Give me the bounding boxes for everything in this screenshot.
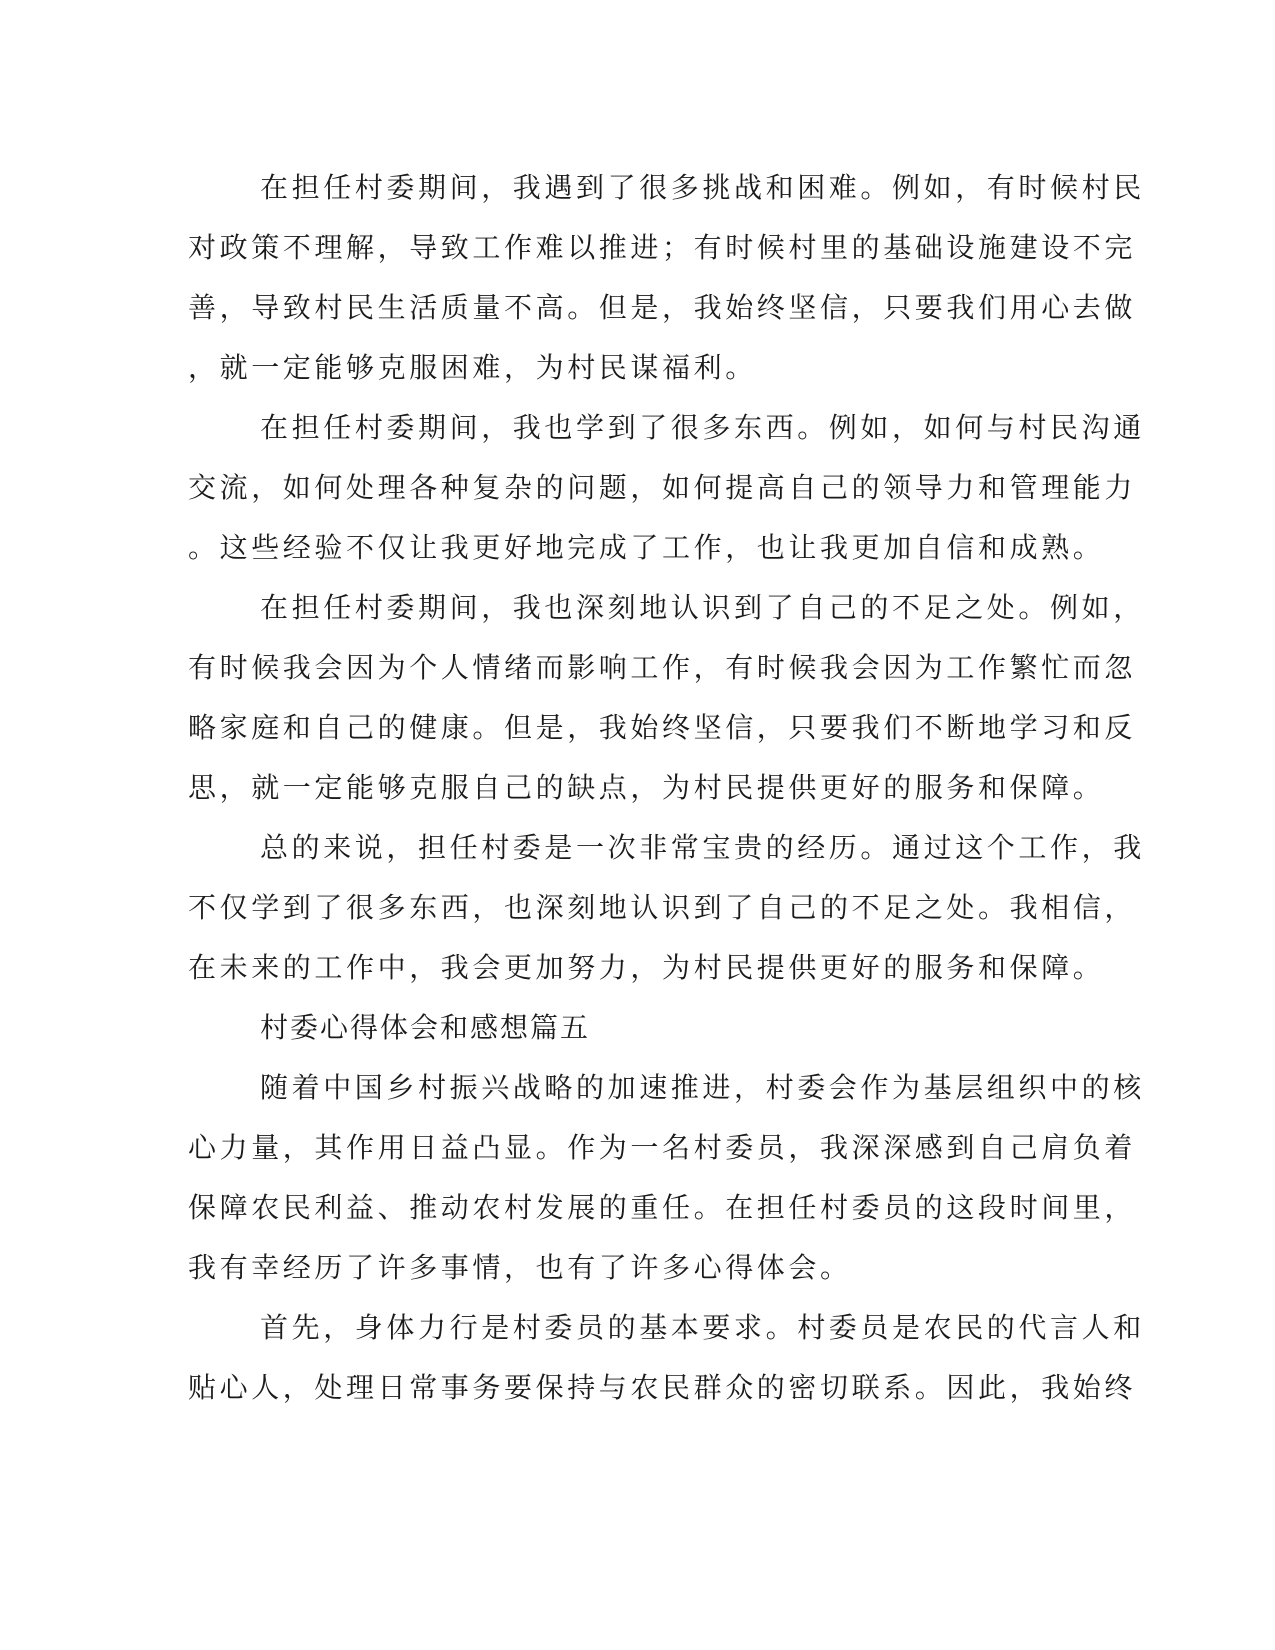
text-line: 首先，身体力行是村委员的基本要求。村委员是农民的代言人和 (260, 1311, 1145, 1344)
section-heading: 村委心得体会和感想篇五 (260, 1011, 591, 1044)
text-line: 贴心人，处理日常事务要保持与农民群众的密切联系。因此，我始终 (188, 1371, 1137, 1404)
text-line: ，就一定能够克服困难，为村民谋福利。 (188, 351, 757, 384)
text-line: 总的来说，担任村委是一次非常宝贵的经历。通过这个工作，我 (260, 831, 1145, 864)
text-line: 随着中国乡村振兴战略的加速推进，村委会作为基层组织中的核 (260, 1071, 1145, 1104)
text-line: 。这些经验不仅让我更好地完成了工作，也让我更加自信和成熟。 (188, 531, 1105, 564)
text-line: 在担任村委期间，我也深刻地认识到了自己的不足之处。例如， (260, 591, 1145, 624)
text-line: 交流，如何处理各种复杂的问题，如何提高自己的领导力和管理能力 (188, 471, 1137, 504)
document-body (188, 158, 1145, 1418)
text-line: 有时候我会因为个人情绪而影响工作，有时候我会因为工作繁忙而忽 (188, 651, 1137, 684)
text-line: 心力量，其作用日益凸显。作为一名村委员，我深深感到自己肩负着 (188, 1131, 1137, 1164)
text-line: 善，导致村民生活质量不高。但是，我始终坚信，只要我们用心去做 (188, 291, 1137, 324)
text-line: 在担任村委期间，我遇到了很多挑战和困难。例如，有时候村民 (260, 171, 1145, 204)
text-line: 不仅学到了很多东西，也深刻地认识到了自己的不足之处。我相信， (188, 891, 1137, 924)
text-line: 略家庭和自己的健康。但是，我始终坚信，只要我们不断地学习和反 (188, 711, 1137, 744)
text-line: 对政策不理解，导致工作难以推进；有时候村里的基础设施建设不完 (188, 231, 1137, 264)
text-line: 思，就一定能够克服自己的缺点，为村民提供更好的服务和保障。 (188, 771, 1105, 804)
text-line: 在未来的工作中，我会更加努力，为村民提供更好的服务和保障。 (188, 951, 1105, 984)
text-line: 在担任村委期间，我也学到了很多东西。例如，如何与村民沟通 (260, 411, 1145, 444)
text-line: 保障农民利益、推动农村发展的重任。在担任村委员的这段时间里， (188, 1191, 1137, 1224)
text-line: 我有幸经历了许多事情，也有了许多心得体会。 (188, 1251, 852, 1284)
